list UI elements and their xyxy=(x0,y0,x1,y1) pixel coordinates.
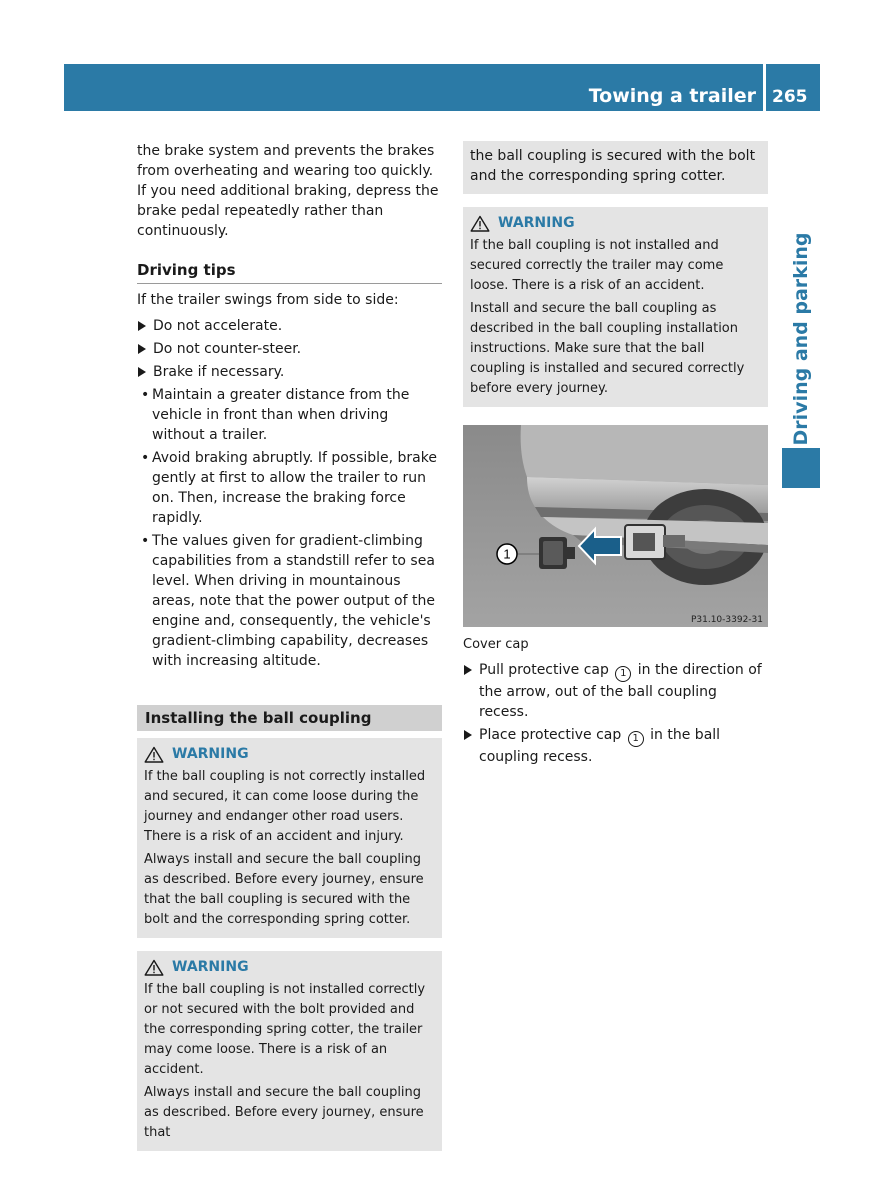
continuation-text: the brake system and prevents the brakes from overheating and wearing too quickly. If you need additional braking, depress the brake pedal repeatedly rather than continuously. xyxy=(137,143,439,239)
tip-item: • Avoid braking abruptly. If possible, brake gently at first to allow the trailer to run on. Then, increase the braking force rapidly. xyxy=(137,448,442,528)
step-item: Do not counter-steer. xyxy=(137,339,442,359)
tip-item: • The values given for gradient-climbing capabilities from a standstill refer to sea level. When driving in mountainous areas, note that the power output of the engine and, consequently, the vehicle's gradient-climbing capability, decreases with increasing altitude. xyxy=(137,531,442,671)
warning-header xyxy=(144,957,435,977)
warning-text: If the ball coupling is not installed and secured correctly the trailer may come loose. There is a risk of an accident. xyxy=(470,238,724,293)
callout-number: 1 xyxy=(628,731,644,747)
warning-text: If the ball coupling is not correctly installed and secured, it can come loose during the journey and endanger other road users. There is a risk of an accident and injury. xyxy=(144,769,426,844)
step-item xyxy=(463,660,768,722)
tip-item: • Maintain a greater distance from the vehicle in front than when driving without a trailer. xyxy=(137,385,442,445)
right-column xyxy=(463,141,768,770)
cover-cap-steps xyxy=(463,660,768,767)
step-text: in the direction of the arrow, out of the ball coupling recess. xyxy=(479,662,762,720)
step-text: Pull protective cap xyxy=(479,662,609,678)
warning-text: Always install and secure the ball coupling as described. Before every journey, ensure that the ball coupling is secured with the bolt and the corresponding spring cotter. xyxy=(144,852,424,927)
step-item: Do not accelerate. xyxy=(137,316,442,336)
left-column xyxy=(137,141,442,1151)
continued-warning-box xyxy=(463,141,768,194)
cover-cap-figure xyxy=(463,425,768,627)
warning-title: WARNING xyxy=(172,746,249,762)
figure-reference-code: P31.10-3392-31 xyxy=(690,615,763,625)
step-text: in the ball coupling recess. xyxy=(479,727,721,765)
continuation-text: the ball coupling is secured with the bolt and the corresponding spring cotter. xyxy=(470,148,756,184)
warning-header xyxy=(144,744,435,764)
warning-triangle-icon xyxy=(144,746,164,763)
header-divider xyxy=(763,64,766,111)
vehicle-rear-illustration xyxy=(463,425,768,627)
step-item xyxy=(463,725,768,767)
step-text: Place protective cap xyxy=(479,727,622,743)
chapter-tab-marker xyxy=(782,448,820,488)
figure-caption: Cover cap xyxy=(463,637,529,652)
warning-box xyxy=(137,738,442,938)
chapter-label: Driving and parking xyxy=(790,232,812,446)
warning-box xyxy=(463,207,768,407)
driving-tips-list xyxy=(137,385,442,671)
callout-number: 1 xyxy=(503,546,511,562)
warning-title: WARNING xyxy=(172,959,249,975)
callout-number: 1 xyxy=(615,666,631,682)
warning-header xyxy=(470,213,761,233)
installing-heading: Installing the ball coupling xyxy=(137,705,442,731)
driving-steps-list xyxy=(137,316,442,382)
driving-tips-heading: Driving tips xyxy=(137,259,442,284)
warning-box xyxy=(137,951,442,1151)
warning-triangle-icon xyxy=(144,959,164,976)
warning-text: Install and secure the ball coupling as described in the ball coupling installation instructions. Make sure that the ball coupling is installed and secured correctly before every journey. xyxy=(470,301,745,396)
page-number: 265 xyxy=(772,87,808,107)
driving-tips-intro: If the trailer swings from side to side: xyxy=(137,292,399,308)
warning-text: Always install and secure the ball coupling as described. Before every journey, ensure that xyxy=(144,1085,424,1140)
page-title: Towing a trailer xyxy=(588,85,756,107)
warning-triangle-icon xyxy=(470,215,490,232)
step-item: Brake if necessary. xyxy=(137,362,442,382)
warning-title: WARNING xyxy=(498,215,575,231)
warning-text: If the ball coupling is not installed correctly or not secured with the bolt provided and the corresponding spring cotter, the trailer may come loose. There is a risk of an accident. xyxy=(144,982,426,1077)
